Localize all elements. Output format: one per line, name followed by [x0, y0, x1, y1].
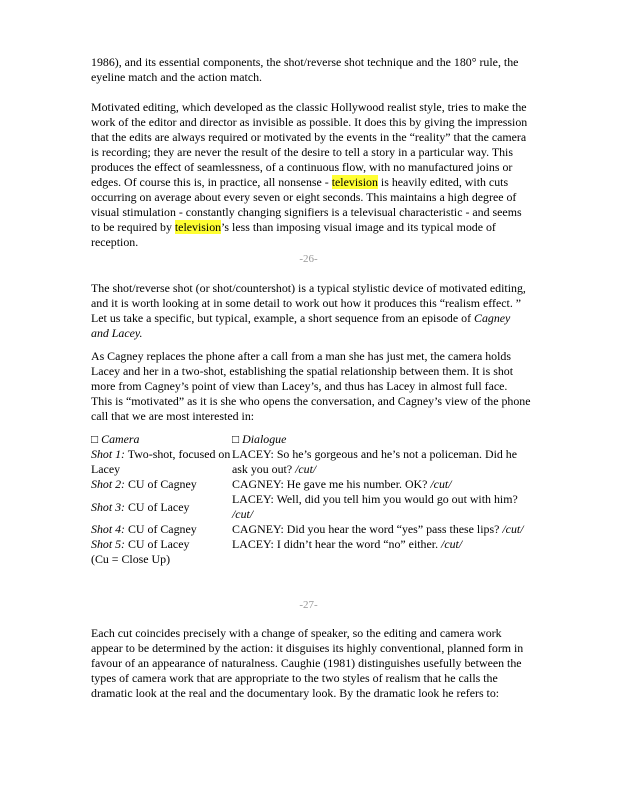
header-camera: □ Camera	[91, 432, 140, 446]
table-row	[91, 447, 531, 477]
paragraph-shot-reverse	[91, 281, 531, 341]
dialogue-cell: CAGNEY: He gave me his number. OK?	[232, 477, 431, 491]
cut-mark: /cut/	[502, 522, 524, 536]
camera-cell: CU of Lacey	[125, 537, 190, 551]
page-number-27: -27-	[299, 599, 318, 611]
shot-label: Shot 1:	[91, 447, 126, 461]
p1-text-a: Motivated editing, which developed as the classic Hollywood realist style, tries to make the work of the editor and director as invisible as possible. It does this by giving the impression that the edits are always required or motivated by the events in the “reality” that the camera is recording; they are never the result of the desire to tell a story in a particular way. This produces the effect of seamlessness, of a continuous flow, with no manufactured joins or edges. Of course this is, in practice, all nonsense -	[91, 100, 528, 189]
cut-mark: /cut/	[430, 477, 452, 491]
header-dialogue: □ Dialogue	[232, 432, 287, 446]
shot-label: Shot 5:	[91, 537, 126, 551]
table-row	[91, 537, 531, 552]
paragraph-cagney-phone: As Cagney replaces the phone after a call from a man she has just met, the camera holds Lacey and her in a two-shot, establishing the spatial relationship between them. It is shot more from Cagney’s point of view than Lacey’s, and thus has Lacey in almost full face. This is “motivated” as it is she who opens the conversation, and Cagney’s view of the phone call that we are most interested in:	[91, 349, 531, 423]
table-note: (Cu = Close Up)	[91, 552, 171, 566]
paragraph-intro: 1986), and its essential components, the shot/reverse shot technique and the 180° rule, the eyeline match and the action match.	[91, 55, 519, 84]
table-row	[91, 492, 531, 522]
table-row	[91, 522, 531, 537]
shot-label: Shot 2:	[91, 477, 126, 491]
table-header	[91, 432, 531, 447]
dialogue-cell: LACEY: I didn’t hear the word “no” either.	[232, 537, 442, 551]
camera-cell: CU of Cagney	[125, 477, 197, 491]
dialogue-cell: LACEY: So he’s gorgeous and he’s not a policeman. Did he ask you out?	[232, 447, 518, 476]
cut-mark: /cut/	[295, 462, 317, 476]
paragraph-each-cut: Each cut coincides precisely with a change of speaker, so the editing and camera work appear to be determined by the action: it disguises its highly conventional, planned form in favour of an appearance of naturalness. Caughie (1981) distinguishes usefully between the types of camera work that are appropriate to the two styles of realism that he calls the dramatic look at the real and the documentary look. By the dramatic look he refers to:	[91, 626, 524, 700]
page-number-26: -26-	[299, 253, 318, 265]
cut-mark: /cut/	[441, 537, 463, 551]
highlight-television-2: television	[174, 220, 222, 234]
shot-label: Shot 4:	[91, 522, 126, 536]
shot-table	[91, 432, 531, 567]
highlight-television-1: television	[331, 175, 378, 189]
paragraph-motivated-editing	[91, 100, 531, 250]
p1-text-b: is heavily edited, with cuts occurring on average about every seven or eight seconds. This maintains a high degree of visual stimulation - constantly changing signifiers is a televisual characteristic - and seems to be required by	[91, 175, 522, 234]
dialogue-cell: LACEY: Well, did you tell him you would go out with him?	[232, 492, 518, 506]
table-note-row	[91, 552, 531, 567]
shot-label: Shot 3:	[91, 499, 126, 514]
table-row	[91, 477, 531, 492]
dialogue-cell: CAGNEY: Did you hear the word “yes” pass these lips?	[232, 522, 503, 536]
camera-cell: CU of Lacey	[125, 499, 190, 514]
p1-text-c: ’s less than imposing visual image and its typical mode of reception.	[91, 220, 496, 249]
cut-mark: /cut/	[232, 507, 254, 521]
p2-title: Cagney and Lacey.	[91, 311, 511, 340]
camera-cell: Two-shot, focused on Lacey	[91, 447, 231, 476]
p2-text: The shot/reverse shot (or shot/countershot) is a typical stylistic device of motivated editing, and it is worth looking at in some detail to work out how it produces this “realism effect. ” Let us take a specific, but typical, example, a short sequence from an episode of	[91, 281, 526, 325]
camera-cell: CU of Cagney	[125, 522, 197, 536]
